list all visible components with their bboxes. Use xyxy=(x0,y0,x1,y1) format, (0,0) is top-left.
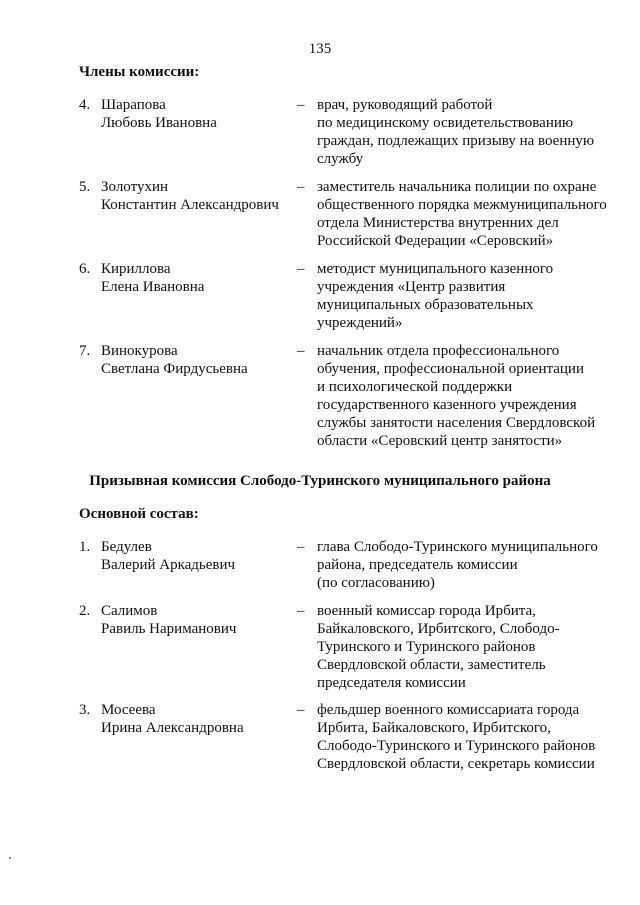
dash: – xyxy=(297,179,305,195)
dash: – xyxy=(297,603,305,619)
member-role: заместитель начальника полиции по охране общественного порядка межмуниципального отдела Министерства внутренних дел Российской Федерации «Серовский» xyxy=(317,179,607,249)
member-name: Салимов Равиль Нариманович xyxy=(101,603,237,637)
main-composition-heading: Основной состав: xyxy=(79,506,199,522)
scan-speck xyxy=(9,857,11,859)
commission-title: Призывная комиссия Слободо-Туринского муниципального района xyxy=(89,473,551,489)
member-name: Мосеева Ирина Александровна xyxy=(101,702,244,736)
member-role: военный комиссар города Ирбита, Байкаловского, Ирбитского, Слободо- Туринского и Туринского районов Свердловской области, заместитель председателя комиссии xyxy=(317,603,560,691)
dash: – xyxy=(297,702,305,718)
member-name: Шарапова Любовь Ивановна xyxy=(101,97,217,131)
member-role: врач, руководящий работой по медицинскому освидетельствованию граждан, подлежащих призыву на военную службу xyxy=(317,97,595,167)
dash: – xyxy=(297,539,305,555)
members-heading: Члены комиссии: xyxy=(79,64,200,80)
item-number: 5. xyxy=(79,179,91,195)
item-number: 4. xyxy=(79,97,91,113)
item-number: 6. xyxy=(79,261,91,277)
item-number: 3. xyxy=(79,702,91,718)
member-name: Бедулев Валерий Аркадьевич xyxy=(101,539,236,573)
item-number: 1. xyxy=(79,539,91,555)
member-name: Винокурова Светлана Фирдусьевна xyxy=(101,343,248,377)
member-name: Кириллова Елена Ивановна xyxy=(101,261,205,295)
member-role: глава Слободо-Туринского муниципального района, председатель комиссии (по согласованию) xyxy=(317,539,598,591)
dash: – xyxy=(297,97,305,113)
page-number: 135 xyxy=(308,41,332,57)
member-name: Золотухин Константин Александрович xyxy=(101,179,279,213)
member-role: фельдшер военного комиссариата города Ирбита, Байкаловского, Ирбитского, Слободо-Туринского и Туринского районов Свердловской области, секретарь комиссии xyxy=(317,702,596,772)
item-number: 7. xyxy=(79,343,91,359)
member-role: начальник отдела профессионального обучения, профессиональной ориентации и психологической поддержки государственного казенного учреждения службы занятости населения Свердловской области «Серовский центр занятости» xyxy=(317,343,596,449)
dash: – xyxy=(297,343,305,359)
dash: – xyxy=(297,261,305,277)
item-number: 2. xyxy=(79,603,91,619)
member-role: методист муниципального казенного учреждения «Центр развития муниципальных образовательных учреждений» xyxy=(317,261,554,331)
